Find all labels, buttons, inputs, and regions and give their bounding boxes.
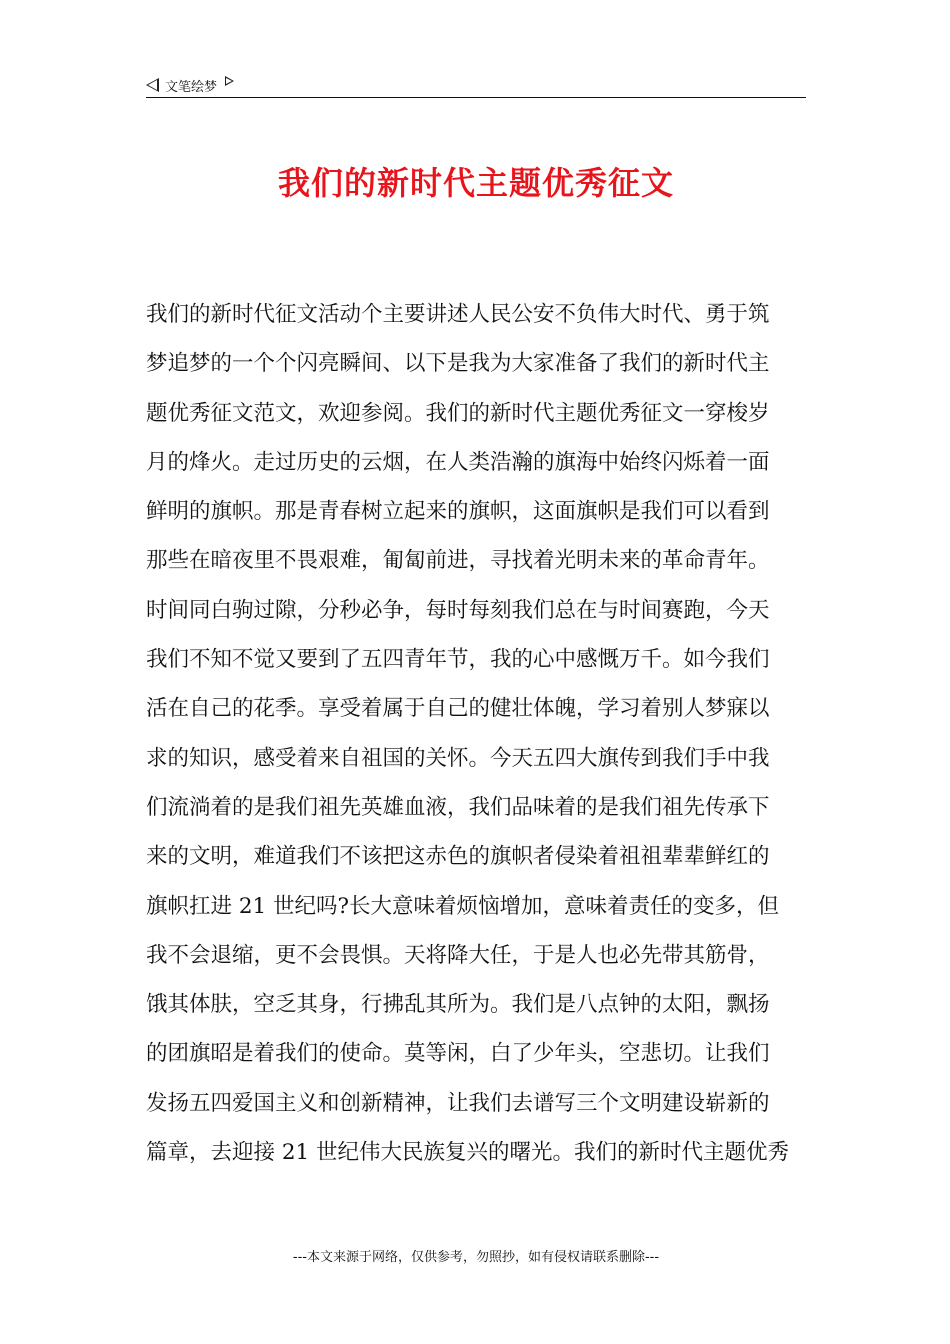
- body-line: 时间同白驹过隙，分秒必争，每时每刻我们总在与时间赛跑，今天: [146, 597, 770, 623]
- body-line: 题优秀征文范文，欢迎参阅。我们的新时代主题优秀征文一穿梭岁: [146, 400, 770, 426]
- triangle-left-icon: [146, 78, 159, 92]
- body-line: 活在自己的花季。享受着属于自己的健壮体魄，学习着别人梦寐以: [146, 696, 770, 722]
- header-brand: 文笔绘梦: [165, 79, 218, 95]
- body-line: 那些在暗夜里不畏艰难，匍匐前进，寻找着光明未来的革命青年。: [146, 548, 770, 574]
- footer-disclaimer: ---本文来源于网络，仅供参考，勿照抄，如有侵权请联系删除---: [292, 1250, 660, 1265]
- body-line: 月的烽火。走过历史的云烟，在人类浩瀚的旗海中始终闪烁着一面: [146, 449, 770, 475]
- body-line: 鲜明的旗帜。那是青春树立起来的旗帜，这面旗帜是我们可以看到: [146, 499, 770, 525]
- body-line: 的团旗昭是着我们的使命。莫等闲，白了少年头，空悲切。让我们: [146, 1041, 770, 1067]
- body-line: 我不会退缩，更不会畏惧。天将降大任，于是人也必先带其筋骨，: [146, 942, 770, 968]
- body-line: 旗帜扛进 21 世纪吗?长大意味着烦恼增加，意味着责任的变多，但: [146, 893, 780, 919]
- document-title: 我们的新时代主题优秀征文: [277, 164, 674, 202]
- body-line: 来的文明，难道我们不该把这赤色的旗帜者侵染着祖祖辈辈鲜红的: [146, 844, 770, 870]
- header-divider: [146, 97, 806, 98]
- body-line: 们流淌着的是我们祖先英雄血液，我们品味着的是我们祖先传承下: [146, 794, 770, 820]
- body-line: 我们不知不觉又要到了五四青年节，我的心中感慨万千。如今我们: [146, 647, 770, 673]
- triangle-right-icon: [225, 76, 234, 86]
- body-line: 求的知识，感受着来自祖国的关怀。今天五四大旗传到我们手中我: [146, 745, 770, 771]
- document-body: [146, 290, 806, 1177]
- body-line: 饿其体肤，空乏其身，行拂乱其所为。我们是八点钟的太阳，飘扬: [146, 992, 770, 1018]
- body-line: 篇章，去迎接 21 世纪伟大民族复兴的曙光。我们的新时代主题优秀: [146, 1140, 790, 1166]
- body-line: 我们的新时代征文活动个主要讲述人民公安不负伟大时代、勇于筑: [146, 302, 770, 327]
- body-line: 梦追梦的一个个闪亮瞬间、以下是我为大家准备了我们的新时代主: [146, 351, 770, 377]
- body-line: 发扬五四爱国主义和创新精神，让我们去谱写三个文明建设崭新的: [146, 1090, 770, 1116]
- page-header: [146, 74, 806, 96]
